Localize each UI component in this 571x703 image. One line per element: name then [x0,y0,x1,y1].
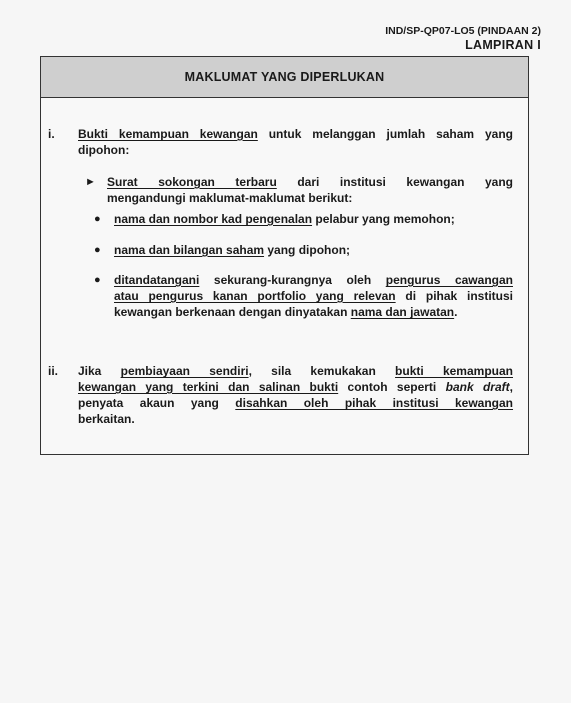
arrow-bullet-icon: ► [85,176,96,188]
attachment-label: LAMPIRAN I [465,38,541,52]
sub-underlined: Surat sokongan terbaru [107,175,277,189]
document-reference [385,24,541,52]
box-title: MAKLUMAT YANG DIPERLUKAN [41,57,528,98]
bullet-item-3: ditandatangani sekurang-kurangnya oleh pengurus cawangan atau pengurus kanan portfolio yang relevan di pihak institusi kewangan berkenaan dengan dinyatakan nama dan jawatan. [114,273,513,319]
section-i-lead: Bukti kemampuan kewangan untuk melanggan jumlah saham yang dipohon: [78,127,513,157]
section-i-subitem: Surat sokongan terbaru dari institusi kewangan yang mengandungi maklumat-maklumat berikut: [107,175,513,205]
bullet-dot-icon: ● [94,244,101,256]
bullet-dot-icon: ● [94,274,101,286]
section-i-number: i. [48,127,55,141]
bullet-item-1: nama dan nombor kad pengenalan pelabur yang memohon; [114,212,455,226]
section-ii-number: ii. [48,364,59,378]
bullet-item-2: nama dan bilangan saham yang dipohon; [114,243,351,257]
document-code: IND/SP-QP07-LO5 (PINDAAN 2) [385,25,541,37]
section-i-lead-underlined: Bukti kemampuan kewangan [78,127,258,141]
requirements-box [40,56,529,455]
bullet-dot-icon: ● [94,213,101,225]
section-ii-text: Jika pembiayaan sendiri, sila kemukakan bukti kemampuan kewangan yang terkini dan salinan bukti contoh seperti bank draft, penyata akaun yang disahkan oleh pihak institusi kewangan berkaitan. [78,364,514,426]
